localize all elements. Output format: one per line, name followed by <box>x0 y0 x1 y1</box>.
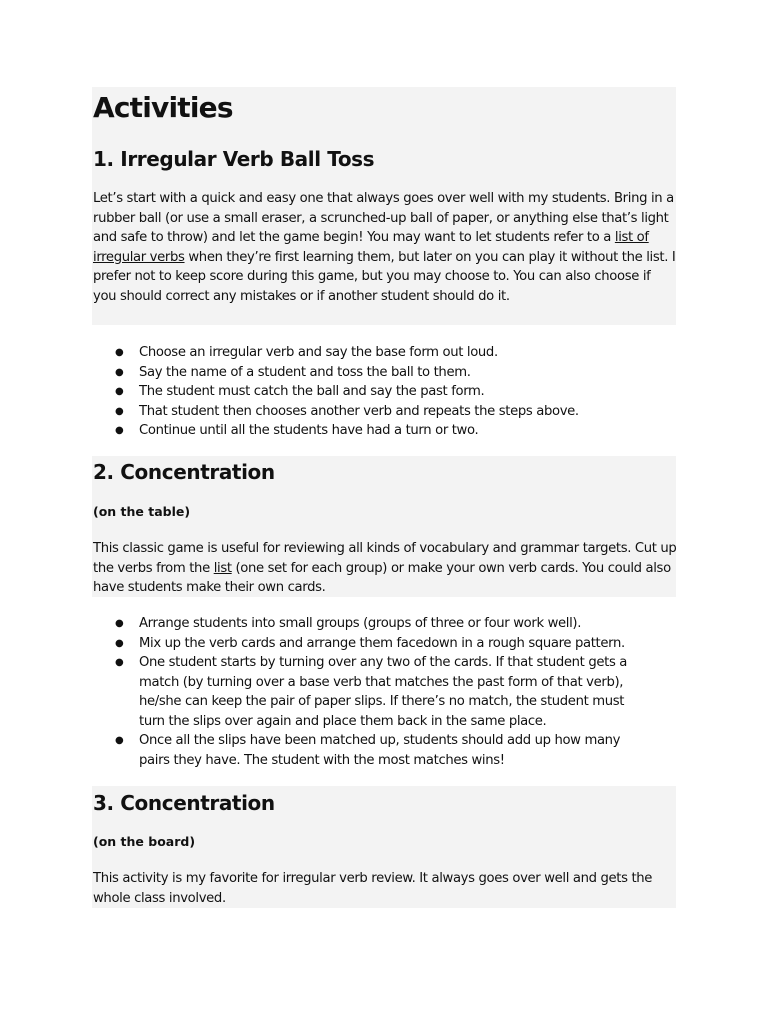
section-1-intro-text-b: when they’re first learning them, but later on you can play it without the list. I prefer not to keep score during this game, but you may choose to. You can also choose if you should correct any mistakes or if another student should do it. <box>93 249 676 304</box>
list-item: ● That student then chooses another verb and repeats the steps above. <box>93 402 653 422</box>
bullet-icon: ● <box>115 618 124 629</box>
bullet-icon: ● <box>115 637 124 649</box>
section-2-intro <box>93 539 677 598</box>
bullet-icon: ● <box>115 657 124 668</box>
list-item: ● Mix up the verb cards and arrange them facedown in a rough square pattern. <box>93 634 653 654</box>
bullet-icon: ● <box>115 386 124 397</box>
list-item: ● Choose an irregular verb and say the base form out loud. <box>93 343 653 363</box>
section-2-steps-list <box>93 614 653 770</box>
list-item: ● Continue until all the students have had a turn or two. <box>93 421 653 441</box>
list-link[interactable]: list <box>213 560 232 576</box>
section-1-steps-list <box>93 343 653 441</box>
section-3-subheading: (on the board) <box>93 834 196 849</box>
section-2-intro-text-a: This classic game is useful for reviewing all kinds of vocabulary and grammar targets. Cut up the verbs from the <box>93 541 677 576</box>
section-2-subheading: (on the table) <box>93 504 191 519</box>
list-item: ● Arrange students into small groups (groups of three or four work well). <box>93 614 653 634</box>
section-heading-concentration-table: 2. Concentration <box>93 460 275 484</box>
section-2-intro-text-b: (one set for each group) or make your own verb cards. You could also have students make their own cards. <box>93 560 671 595</box>
list-item: ● The student must catch the ball and say the past form. <box>93 382 653 402</box>
bullet-icon: ● <box>115 425 124 436</box>
list-of-irregular-verbs-link[interactable]: list of irregular verbs <box>93 230 649 265</box>
bullet-icon: ● <box>115 405 124 417</box>
bullet-icon: ● <box>115 735 124 746</box>
section-1-intro <box>93 189 677 306</box>
list-item: ● One student starts by turning over any two of the cards. If that student gets a match (by turning over a base verb that matches the past form of that verb), he/she can keep the pair of paper slips. If there’s no match, the student must turn the slips over again and place them back in the same place. <box>115 655 628 729</box>
section-1-intro-text-a: Let’s start with a quick and easy one that always goes over well with my students. Bring in a rubber ball (or use a small eraser, a scrunched-up ball of paper, or anything else that’s light and safe to throw) and let the game begin! You may want to let students refer to a <box>93 191 674 245</box>
list-item: ● Say the name of a student and toss the ball to them. <box>93 363 653 383</box>
section-heading-irregular-verb-ball-toss: 1. Irregular Verb Ball Toss <box>93 147 375 171</box>
bullet-icon: ● <box>115 366 124 378</box>
section-heading-concentration-board: 3. Concentration <box>93 791 275 815</box>
section-3-intro: This activity is my favorite for irregular verb review. It always goes over well and gets the whole class involved. <box>93 871 653 906</box>
list-item: ● Once all the slips have been matched up, students should add up how many pairs they have. The student with the most matches wins! <box>115 733 621 768</box>
bullet-icon: ● <box>115 347 124 358</box>
page-title: Activities <box>93 91 233 124</box>
